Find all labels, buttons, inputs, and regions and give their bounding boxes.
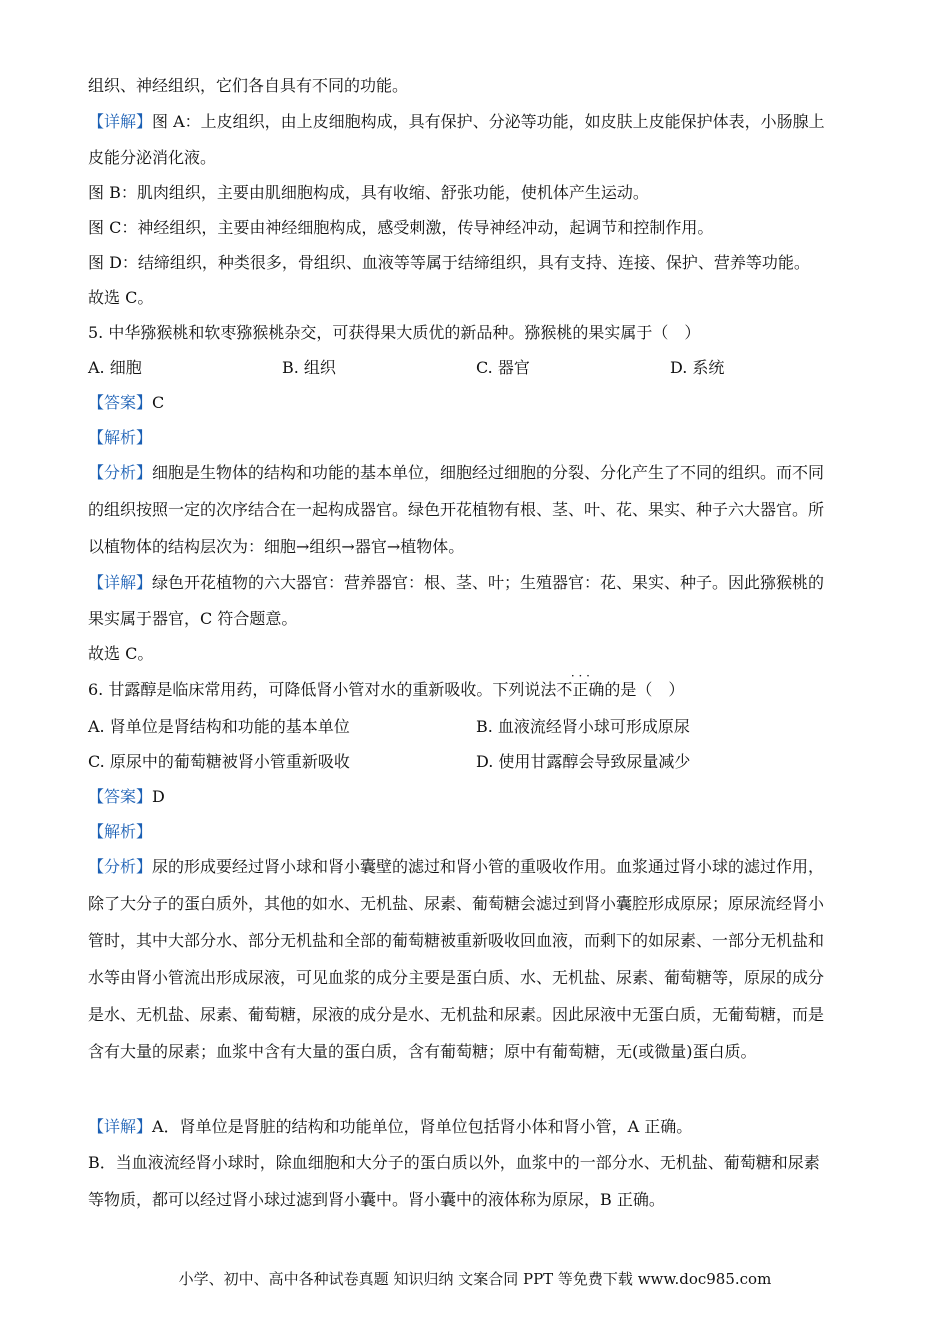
question-5: 5. 中华猕猴桃和软枣猕猴桃杂交，可获得果大质优的新品种。猕猴桃的果实属于（ ） — [88, 323, 701, 342]
q6-option-b: B. 血液流经肾小球可形成原尿 — [476, 717, 690, 736]
q6-text-end: 的是（ ） — [604, 680, 685, 699]
answer-value: D — [152, 787, 165, 806]
conclusion-line: 故选 C。 — [88, 644, 154, 663]
fenxi-text: 尿的形成要经过肾小球和肾小囊壁的滤过和肾小管的重吸收作用。血浆通过肾小球的滤过作用， — [152, 857, 825, 876]
q5-option-b: B. 组织 — [282, 358, 336, 377]
text-line: 组织、神经组织，它们各自具有不同的功能。 — [88, 76, 409, 95]
q6-option-c: C. 原尿中的葡萄糖被肾小管重新吸收 — [88, 752, 350, 771]
question-6 — [88, 669, 685, 700]
answer-value: C — [152, 393, 165, 412]
text-line: 皮能分泌消化液。 — [88, 148, 217, 167]
text-line: 水等由肾小管流出形成尿液，可见血浆的成分主要是蛋白质、水、无机盐、尿素、葡萄糖等，原尿的成分 — [88, 968, 825, 987]
detail-text: 绿色开花植物的六大器官：营养器官：根、茎、叶；生殖器官：花、果实、种子。因此猕猴桃的 — [152, 573, 825, 592]
conclusion-line: 故选 C。 — [88, 288, 154, 307]
answer-tag: 【答案】 — [88, 787, 153, 806]
q5-option-a: A. 细胞 — [88, 358, 142, 377]
text-line: 是水、无机盐、尿素、葡萄糖，尿液的成分是水、无机盐和尿素。因此尿液中无蛋白质，无葡萄糖，而是 — [88, 1005, 825, 1024]
answer-tag: 【答案】 — [88, 393, 153, 412]
q6-option-d: D. 使用甘露醇会导致尿量减少 — [476, 752, 691, 771]
q5-option-c: C. 器官 — [476, 358, 530, 377]
text-line: 图 B：肌肉组织，主要由肌细胞构成，具有收缩、舒张功能，使机体产生运动。 — [88, 183, 649, 202]
analysis-tag: 【解析】 — [88, 428, 153, 447]
text-line: B．当血液流经肾小球时，除血细胞和大分子的蛋白质以外，血浆中的一部分水、无机盐、葡萄糖和尿素 — [88, 1153, 820, 1172]
fenxi-tag: 【分析】 — [88, 463, 153, 482]
text-line — [88, 112, 825, 132]
analysis-tag: 【解析】 — [88, 822, 153, 841]
fenxi-text: 细胞是生物体的结构和功能的基本单位，细胞经过细胞的分裂、分化产生了不同的组织。而不同 — [152, 463, 825, 482]
text-line: 等物质，都可以经过肾小球过滤到肾小囊中。肾小囊中的液体称为原尿，B 正确。 — [88, 1190, 665, 1209]
detail-tag: 【详解】 — [88, 1117, 153, 1136]
text-line: 果实属于器官，C 符合题意。 — [88, 609, 298, 628]
text-line: 管时，其中大部分水、部分无机盐和全部的葡萄糖被重新吸收回血液，而剩下的如尿素、一部分无机盐和 — [88, 931, 825, 950]
detail-text: A．肾单位是肾脏的结构和功能单位，肾单位包括肾小体和肾小管，A 正确。 — [152, 1117, 693, 1136]
emphasis-not-correct: · · · 不正确 — [556, 669, 605, 699]
text-line: 图 C：神经组织，主要由神经细胞构成，感受刺激，传导神经冲动，起调节和控制作用。 — [88, 218, 714, 237]
q6-answer — [88, 787, 165, 807]
detail-tag: 【详解】 — [88, 112, 153, 131]
text-line — [88, 857, 824, 877]
text-line — [88, 573, 824, 593]
q5-option-d: D. 系统 — [670, 358, 725, 377]
text-line: 图 D：结缔组织，种类很多，骨组织、血液等等属于结缔组织，具有支持、连接、保护、营养等功能。 — [88, 253, 810, 272]
text-line: 除了大分子的蛋白质外，其他的如水、无机盐、尿素、葡萄糖会滤过到肾小囊腔形成原尿；原尿流经肾小 — [88, 894, 825, 913]
text-line: 含有大量的尿素；血浆中含有大量的蛋白质，含有葡萄糖；原中有葡萄糖，无(或微量)蛋白质。 — [88, 1042, 757, 1061]
q6-text-start: 6. 甘露醇是临床常用药，可降低肾小管对水的重新吸收。下列说法 — [88, 680, 557, 699]
q6-option-a: A. 肾单位是肾结构和功能的基本单位 — [88, 717, 350, 736]
detail-tag: 【详解】 — [88, 573, 153, 592]
q5-answer — [88, 393, 164, 413]
text-line — [88, 1117, 692, 1137]
fenxi-tag: 【分析】 — [88, 857, 153, 876]
text-line — [88, 463, 824, 483]
page-footer: 小学、初中、高中各种试卷真题 知识归纳 文案合同 PPT 等免费下载 www.doc985.com — [178, 1270, 772, 1288]
text-line: 的组织按照一定的次序结合在一起构成器官。绿色开花植物有根、茎、叶、花、果实、种子六大器官。所 — [88, 500, 825, 519]
detail-text: 图 A：上皮组织，由上皮细胞构成，具有保护、分泌等功能，如皮肤上皮能保护体表，小肠腺上 — [152, 112, 825, 131]
text-line: 以植物体的结构层次为：细胞→组织→器官→植物体。 — [88, 537, 465, 556]
